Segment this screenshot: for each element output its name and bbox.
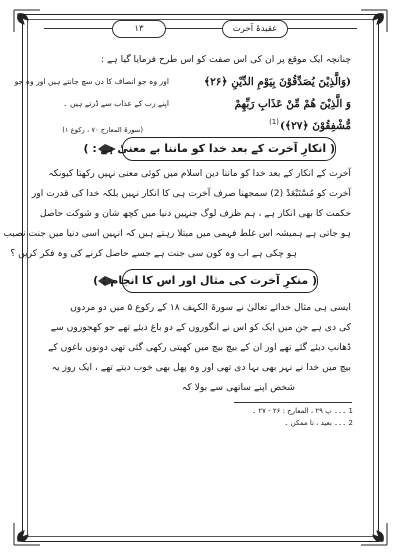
verse-translation: اور وہ جو انصاف کا دن سچ جانتے ہیں اور وہ جو [14, 77, 169, 86]
paragraph-line: ہو چکی ہے اب وہ کون سی جنت ہے جسے حاصل کرنے کی وہ فکر کریں ؟ [10, 248, 297, 259]
paragraph-line: آخرت کے انکار کے بعد خدا کو ماننا دین اسلام میں کوئی معنی نہیں رکھتا کیونکہ [48, 168, 351, 179]
paragraph-line: بیچ میں خدا نے نہر بھی بہا دی تھی اور وہ پھل بھی خوب دیتے تھے ، ایک روز یہ [51, 362, 351, 373]
footnote-rule [234, 402, 352, 403]
footnote: 2 ۔۔۔ بعید ، نا ممکن ۔ [284, 419, 353, 427]
corner-ornament-icon [359, 8, 389, 34]
paragraph-line: ہو جاتی ہے ہمیشہ اس غلط فہمی میں مبتلا رہتے ہیں کہ انہیں اسی دنیا میں جنت نصیب [3, 228, 351, 239]
page-number: ۱۳ [112, 20, 166, 38]
paragraph-line: ڈھانپ دیئے گئے تھے اور ان کے بیچ بیچ میں کھیتی رکھی گئی تھی دونوں باغوں کے [48, 342, 351, 353]
section-heading: ( انکارِ آخرت کے بعد خدا کو ماننا بے معنیٰ ہے : ) [122, 137, 336, 161]
footnote-ref: (1) [269, 118, 279, 126]
corner-ornament-icon [12, 8, 42, 34]
verse-line: مُّشْفِقُوْنَ ﴿۲۷﴾) [280, 120, 351, 132]
paragraph-line: شخص اپنے ساتھی سے بولا کہ [181, 382, 295, 393]
intro-line: چنانچہ ایک موقع پر ان کی اس صفت کو اس طرح فرمایا گیا ہے : [100, 54, 351, 65]
paragraph-line: حکمت کا بھی انکار ہے ، ہم ظرف لوگ جنہیں دنیا میں کچھ شان و شوکت حاصل [39, 208, 351, 219]
paragraph-line: آخرت کو مُسْتَبْعَدْ (2) سمجھنا صرف آخرت ہی کا انکار نہیں بلکہ خدا کی قدرت اور [31, 188, 351, 199]
verse-line: وَ الَّذِیْنَ ھُمْ مِّنْ عَذَابِ رَبِّھِمْ [234, 98, 351, 110]
running-title: عقیدۂ آخرت [222, 20, 288, 38]
corner-ornament-icon [359, 521, 389, 547]
section-heading: ( منکرِ آخرت کی مثال اور اس کا انجام : ) [122, 269, 318, 293]
paragraph-line: ایسی ہی مثال خدائے تعالیٰ نے سورۃ الکہف ۱۸ کے رکوع ۵ میں دو مردوں [70, 302, 351, 313]
footnote: 1 ۔۔۔ پ ۲۹ ، المعارج : ۲۶ - ۲۷ ۔ [251, 407, 353, 415]
verse-translation: اپنے رب کے عذاب سے ڈرتے ہیں ۔ [63, 99, 169, 108]
verse-reference: (سورۃ المعارج ۷۰ ، رکوع ۱) [62, 126, 143, 134]
corner-ornament-icon [12, 521, 42, 547]
verse-line: (وَالَّذِیْنَ یُصَدِّقُوْنَ بِیَوْمِ الدِّیْنِ ﴿۲۶﴾ [203, 76, 351, 88]
paragraph-line: کی دی ہے جن میں ایک کو اس نے انگوروں کے دو باغ دیئے تھے جو کھجوروں سے [50, 322, 351, 333]
